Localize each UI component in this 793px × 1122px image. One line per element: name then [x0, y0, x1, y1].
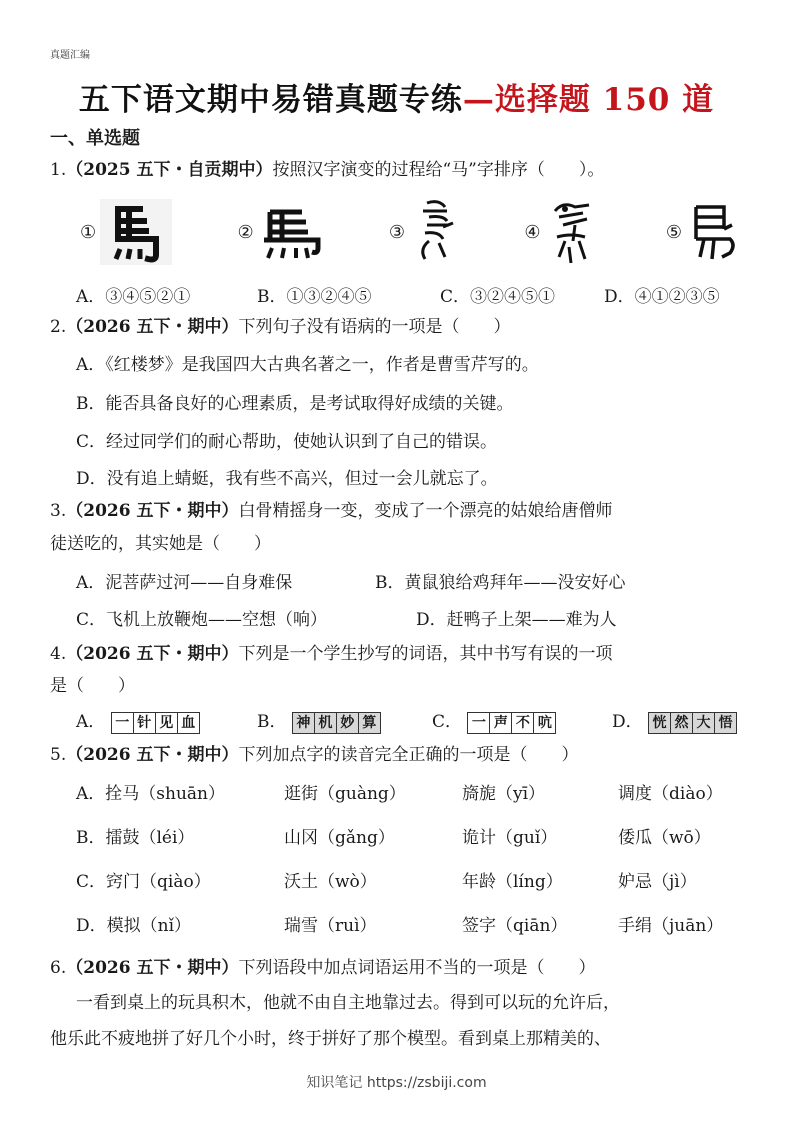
- q5-option-a[interactable]: [76, 779, 766, 804]
- glyph-item-3: [389, 197, 459, 267]
- q3-option-c[interactable]: C．飞机上放鞭炮——空想（响）: [76, 610, 328, 630]
- question-3: [50, 496, 612, 526]
- option-label: B．: [257, 712, 287, 732]
- footer-watermark: 知识笔记 https://zsbiji.com: [306, 1075, 487, 1091]
- q5-option-d[interactable]: [76, 911, 766, 936]
- horse-lishu-icon: [258, 202, 324, 262]
- q2-option-a[interactable]: A．《红楼梦》是我国四大古典名著之一，作者是曹雪芹写的。: [76, 355, 539, 375]
- glyph-item-4: [524, 197, 600, 267]
- question-number: 6.: [50, 958, 67, 978]
- question-4: [50, 639, 612, 669]
- pinyin-item: 山冈（gǎng）: [284, 828, 395, 848]
- question-text: 白骨精摇身一变，变成了一个漂亮的姑娘给唐僧师: [238, 501, 613, 521]
- question-3-continued: 徒送吃的，其实她是（ ）: [50, 534, 271, 554]
- char-cell: 见: [156, 713, 178, 733]
- char-cell: 算: [362, 714, 377, 731]
- glyph-label: ④: [524, 221, 541, 243]
- q1-option-b[interactable]: B．①③②④⑤: [257, 287, 372, 307]
- q3-option-b[interactable]: B．黄鼠狼给鸡拜年——没安好心: [375, 573, 626, 593]
- word-box: [467, 712, 556, 734]
- word-box: [292, 712, 381, 734]
- question-text: 下列句子没有语病的一项是（ ）: [238, 317, 511, 337]
- glyph-item-1: [80, 199, 172, 265]
- question-number: 2.: [50, 317, 67, 337]
- pinyin-item: C．窍门（qiào）: [76, 872, 211, 892]
- char-cell: 一: [112, 713, 134, 733]
- q2-option-b[interactable]: B．能否具备良好的心理素质，是考试取得好成绩的关键。: [76, 394, 514, 414]
- glyph-label: ③: [388, 221, 406, 243]
- question-text: 下列是一个学生抄写的词语，其中书写有误的一项: [238, 644, 613, 664]
- question-number: 1.: [50, 160, 67, 180]
- horse-zhuanshu-icon: [686, 199, 740, 265]
- pinyin-item: A．拴马（shuān）: [76, 784, 225, 804]
- pinyin-item: 诡计（guǐ）: [462, 828, 558, 848]
- horse-jiaguwen-icon: [409, 197, 459, 267]
- char-cell: 血: [181, 714, 196, 731]
- pinyin-item: 旖旎（yī）: [462, 784, 546, 804]
- section-heading: 一、单选题: [50, 128, 140, 149]
- question-source: （2026 五下・期中）: [66, 501, 239, 521]
- word-box: [648, 712, 737, 734]
- horse-jinwen-icon: [545, 197, 601, 267]
- q5-option-c[interactable]: [76, 867, 766, 892]
- title-main: 五下语文期中易错真题专练: [78, 82, 463, 118]
- question-4-continued: 是（ ）: [50, 676, 135, 696]
- word-box: [111, 712, 200, 734]
- question-number: 3.: [50, 501, 67, 521]
- char-cell: 神: [293, 713, 315, 733]
- question-source: （2025 五下・自贡期中）: [66, 160, 273, 180]
- char-cell: 声: [490, 713, 512, 733]
- glyph-label: ⑤: [665, 221, 682, 243]
- glyph-label: ②: [237, 221, 254, 243]
- question-5: [50, 740, 578, 770]
- pinyin-item: B．擂鼓（léi）: [76, 828, 195, 848]
- pinyin-item: 逛街（guàng）: [284, 784, 406, 804]
- q3-option-a[interactable]: A．泥菩萨过河——自身难保: [76, 573, 293, 593]
- q6-paragraph-line-2: 他乐此不疲地拼了好几个小时，终于拼好了那个模型。看到桌上那精美的、: [50, 1029, 611, 1049]
- q6-paragraph-line-1: 一看到桌上的玩具积木，他就不由自主地靠过去。得到可以玩的允许后，: [76, 993, 620, 1013]
- pinyin-item: 签字（qiān）: [462, 916, 568, 936]
- q2-option-d[interactable]: D．没有追上蜻蜓，我有些不高兴，但过一会儿就忘了。: [76, 469, 498, 489]
- char-cell: 一: [468, 713, 490, 733]
- char-cell: 悟: [718, 714, 733, 731]
- question-6: [50, 953, 595, 983]
- glyph-label: ①: [80, 221, 97, 243]
- q1-option-c[interactable]: C．③②④⑤①: [440, 287, 556, 307]
- title-highlight: —选择题 150 道: [462, 82, 715, 118]
- pinyin-item: 倭瓜（wō）: [618, 828, 711, 848]
- char-cell: 机: [315, 713, 337, 733]
- question-source: （2026 五下・期中）: [66, 745, 239, 765]
- char-cell: 吭: [537, 714, 552, 731]
- char-cell: 妙: [337, 713, 359, 733]
- glyph-item-5: [666, 199, 740, 265]
- question-text: 按照汉字演变的过程给“马”字排序（ ）。: [272, 160, 605, 180]
- pinyin-item: 年龄（líng）: [462, 872, 563, 892]
- q4-option-b[interactable]: [257, 707, 381, 734]
- q3-option-d[interactable]: D．赶鸭子上架——难为人: [416, 610, 617, 630]
- question-number: 5.: [50, 745, 67, 765]
- horse-kaishu-icon: [100, 199, 172, 265]
- question-source: （2026 五下・期中）: [66, 644, 239, 664]
- q2-option-c[interactable]: C．经过同学们的耐心帮助，使她认识到了自己的错误。: [76, 432, 498, 452]
- char-cell: 恍: [649, 713, 671, 733]
- question-2: [50, 312, 510, 342]
- question-1: [50, 155, 604, 185]
- char-cell: 不: [512, 713, 534, 733]
- q4-option-c[interactable]: [432, 707, 556, 734]
- pinyin-item: D．模拟（nǐ）: [76, 916, 192, 936]
- pinyin-item: 调度（diào）: [618, 784, 723, 804]
- page-title: [0, 74, 793, 119]
- q5-option-b[interactable]: [76, 823, 766, 848]
- pinyin-item: 瑞雪（ruì）: [284, 916, 377, 936]
- char-cell: 大: [693, 713, 715, 733]
- q1-option-d[interactable]: D．④①②③⑤: [604, 287, 720, 307]
- glyph-item-2: [237, 202, 323, 262]
- question-text: 下列语段中加点词语运用不当的一项是（ ）: [238, 958, 596, 978]
- q4-option-a[interactable]: [76, 707, 200, 734]
- question-number: 4.: [50, 644, 67, 664]
- header-tag: 真题汇编: [50, 50, 90, 61]
- option-label: D．: [612, 712, 643, 732]
- option-label: C．: [432, 712, 463, 732]
- horse-glyph-row: [80, 196, 740, 268]
- pinyin-item: 手绢（juān）: [618, 916, 724, 936]
- char-cell: 针: [134, 713, 156, 733]
- question-source: （2026 五下・期中）: [66, 958, 239, 978]
- pinyin-item: 沃土（wò）: [284, 872, 377, 892]
- q4-option-d[interactable]: [612, 707, 737, 734]
- q1-option-a[interactable]: A．③④⑤②①: [76, 287, 191, 307]
- option-label: A．: [76, 712, 106, 732]
- question-source: （2026 五下・期中）: [66, 317, 239, 337]
- question-text: 下列加点字的读音完全正确的一项是（ ）: [238, 745, 579, 765]
- pinyin-item: 妒忌（jì）: [618, 872, 697, 892]
- char-cell: 然: [671, 713, 693, 733]
